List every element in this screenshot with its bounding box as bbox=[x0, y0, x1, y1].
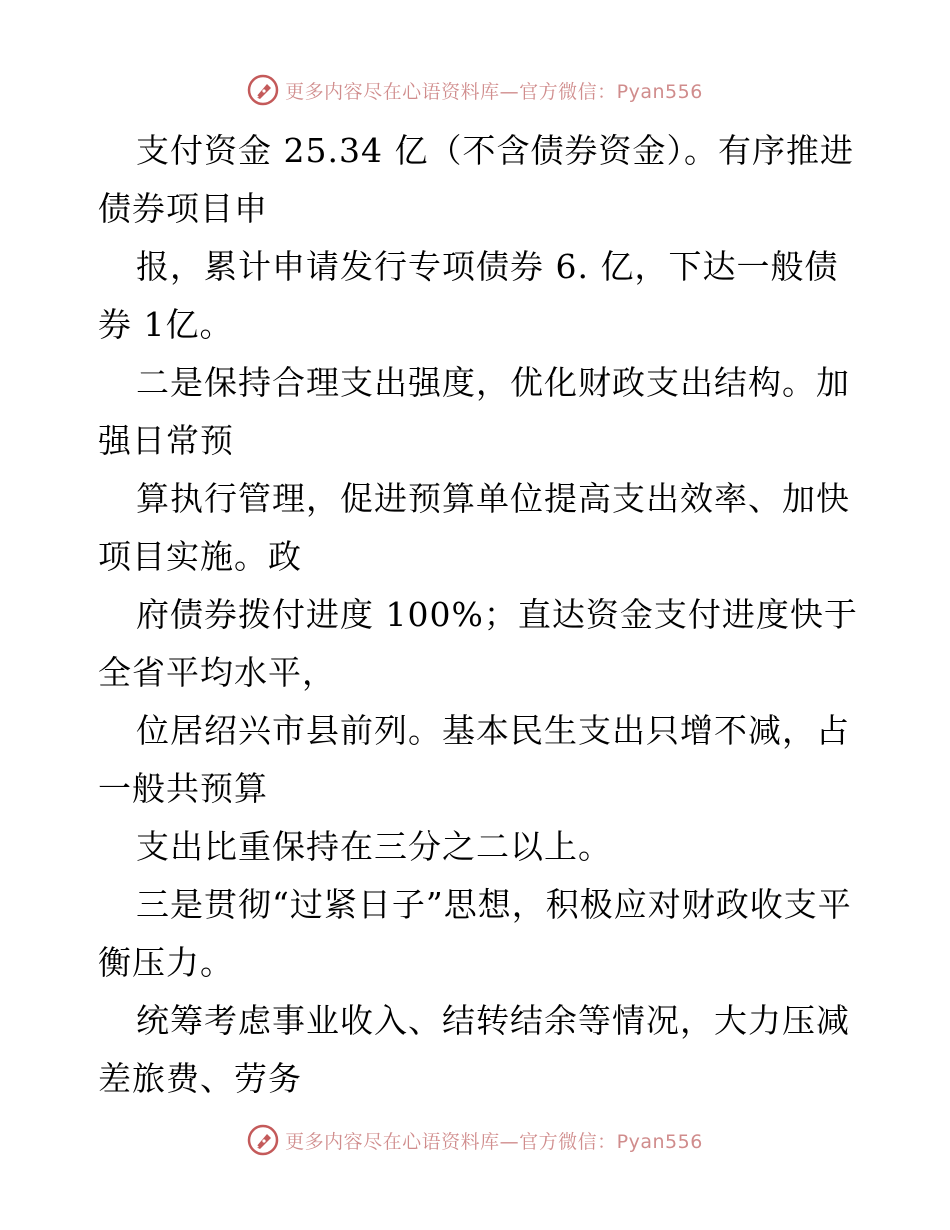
paragraph-9: 统筹考虑事业收入、结转结余等情况，大力压减差旅费、劳务 bbox=[98, 1001, 850, 1098]
pen-nib-logo-icon bbox=[247, 74, 279, 106]
footer-watermark bbox=[0, 1122, 950, 1158]
header-watermark-text: 更多内容尽在心语资料库—官方微信：Pyan556 bbox=[285, 80, 703, 103]
paragraph-5: 府债券拨付进度 100%；直达资金支付进度快于全省平均水平， bbox=[98, 595, 858, 692]
paragraph-7: 支出比重保持在三分之二以上。 bbox=[136, 827, 612, 866]
paragraph-4: 算执行管理，促进预算单位提高支出效率、加快项目实施。政 bbox=[98, 479, 850, 576]
paragraph-2: 报，累计申请发行专项债券 6. 亿，下达一般债券 1亿。 bbox=[98, 247, 839, 344]
paragraph-1: 支付资金 25.34 亿（不含债券资金）。有序推进债券项目申 bbox=[98, 131, 854, 228]
paragraph-3: 二是保持合理支出强度，优化财政支出结构。加强日常预 bbox=[98, 363, 850, 460]
pen-nib-logo-icon bbox=[247, 1124, 279, 1156]
footer-watermark-inner bbox=[247, 1122, 703, 1158]
paragraph-6: 位居绍兴市县前列。基本民生支出只增不减，占一般共预算 bbox=[98, 711, 850, 808]
footer-watermark-text: 更多内容尽在心语资料库—官方微信：Pyan556 bbox=[285, 1130, 703, 1153]
document-body bbox=[98, 122, 858, 1108]
paragraph-8: 三是贯彻“过紧日子”思想，积极应对财政收支平衡压力。 bbox=[98, 885, 852, 982]
header-watermark bbox=[0, 72, 950, 108]
header-watermark-inner bbox=[247, 72, 703, 108]
